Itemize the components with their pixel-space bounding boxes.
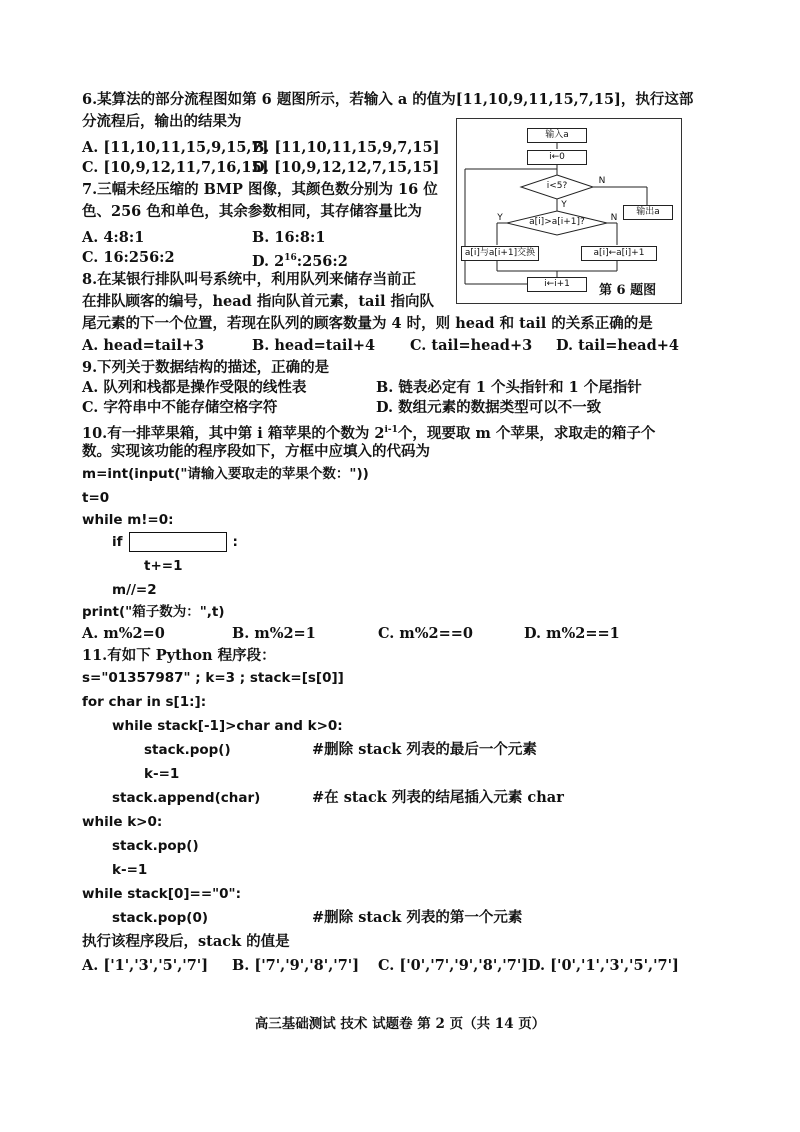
q11-code-comment2: #在 stack 列表的结尾插入元素 char bbox=[312, 789, 564, 806]
flowchart-output-box: 输出a bbox=[623, 205, 673, 220]
q6-stem-line2: 分流程后，输出的结果为 bbox=[82, 113, 242, 130]
q8-option-b: B. head=tail+4 bbox=[252, 337, 376, 354]
flowchart-input-box: 输入a bbox=[527, 128, 587, 143]
q7-option-a: A. 4:8:1 bbox=[82, 229, 145, 246]
flowchart-caption: 第 6 题图 bbox=[599, 283, 657, 298]
q10-answer-blank bbox=[129, 532, 227, 552]
q7-option-d: D. $2^{16}:256:2$ bbox=[252, 252, 348, 270]
q9-option-a: A. 队列和栈都是操作受限的线性表 bbox=[82, 379, 307, 396]
q7-option-c: C. 16:256:2 bbox=[82, 249, 175, 266]
flowchart-yes-label-2: Y bbox=[497, 213, 503, 223]
q8-stem-line2: 在排队顾客的编号，head 指向队首元素，tail 指向队 bbox=[82, 293, 435, 310]
q6-option-c: C. [10,9,12,11,7,16,15] bbox=[82, 159, 269, 176]
q11-option-c: C. ['0','7','9','8','7'] bbox=[378, 957, 529, 974]
q11-code-line3: while stack[-1]>char and k>0: bbox=[112, 718, 343, 734]
q11-option-d: D. ['0','1','3','5','7'] bbox=[528, 957, 679, 974]
q8-option-a: A. head=tail+3 bbox=[82, 337, 205, 354]
q11-code-line8: stack.pop() bbox=[112, 838, 199, 854]
q10-option-a: A. m%2=0 bbox=[82, 625, 165, 642]
q11-code-line1: s="01357987" ; k=3 ; stack=[s[0]] bbox=[82, 670, 344, 686]
flowchart-increment-box: a[i]←a[i]+1 bbox=[581, 246, 657, 261]
q11-code-line4: stack.pop() bbox=[144, 742, 231, 758]
q9-option-b: B. 链表必定有 1 个头指针和 1 个尾指针 bbox=[376, 379, 642, 396]
q10-stem-line2: 数。实现该功能的程序段如下，方框中应填入的代码为 bbox=[82, 443, 430, 460]
q6-option-d: D. [10,9,12,12,7,15,15] bbox=[252, 159, 440, 176]
q11-code-line9: k-=1 bbox=[112, 862, 148, 878]
q9-stem: 9.下列关于数据结构的描述，正确的是 bbox=[82, 359, 330, 376]
q10-option-b: B. m%2=1 bbox=[232, 625, 316, 642]
flowchart-step-box: i←i+1 bbox=[527, 277, 587, 292]
q7-stem-line2: 色、256 色和单色，其余参数相同，其存储容量比为 bbox=[82, 203, 422, 220]
q8-stem-line1: 8.在某银行排队叫号系统中，利用队列来储存当前正 bbox=[82, 271, 417, 288]
q8-option-d: D. tail=head+4 bbox=[556, 337, 679, 354]
q11-code-comment1: #删除 stack 列表的最后一个元素 bbox=[312, 741, 537, 758]
flowchart-no-label-2: N bbox=[610, 213, 618, 223]
q10-code-line3: while m!=0: bbox=[82, 512, 174, 528]
q11-stem: 11.有如下 Python 程序段： bbox=[82, 647, 276, 664]
flowchart-figure bbox=[456, 118, 682, 304]
page-footer: 高三基础测试 技术 试题卷 第 2 页（共 14 页） bbox=[254, 1016, 546, 1032]
flowchart-yes-label-1: Y bbox=[561, 200, 567, 210]
q10-code-line2: t=0 bbox=[82, 490, 110, 506]
q6-stem-line1: 6.某算法的部分流程图如第 6 题图所示，若输入 a 的值为[11,10,9,11,15,7,15]，执行这部 bbox=[82, 91, 694, 108]
q11-option-b: B. ['7','9','8','7'] bbox=[232, 957, 360, 974]
q7-option-b: B. 16:8:1 bbox=[252, 229, 326, 246]
q10-code-line6: m//=2 bbox=[112, 582, 157, 598]
q7-stem-line1: 7.三幅未经压缩的 BMP 图像，其颜色数分别为 16 位 bbox=[82, 181, 438, 198]
q10-code-line4: if : bbox=[112, 534, 238, 550]
q10-code-line1: m=int(input("请输入要取走的苹果个数：")) bbox=[82, 466, 369, 482]
flowchart-init-box: i←0 bbox=[527, 150, 587, 165]
q11-code-line6: stack.append(char) bbox=[112, 790, 261, 806]
q8-stem-line3: 尾元素的下一个位置，若现在队列的顾客数量为 4 时，则 head 和 tail 的关系正确的是 bbox=[82, 315, 653, 332]
flowchart-swap-box: a[i]与a[i+1]交换 bbox=[461, 246, 539, 261]
q11-code-line7: while k>0: bbox=[82, 814, 163, 830]
q11-code-line10: while stack[0]=="0": bbox=[82, 886, 241, 902]
q10-option-c: C. m%2==0 bbox=[378, 625, 473, 642]
q10-stem-line1: 10.有一排苹果箱，其中第 i 箱苹果的个数为 2$^{i-1}$个，现要取 m 个苹果，求取走的箱子个 bbox=[82, 424, 656, 442]
flowchart-no-label-1: N bbox=[598, 176, 606, 186]
q11-question: 执行该程序段后，stack 的值是 bbox=[82, 933, 290, 950]
q11-option-a: A. ['1','3','5','7'] bbox=[82, 957, 209, 974]
flowchart-loop-condition: i<5? bbox=[546, 181, 568, 191]
q10-code-line7: print("箱子数为：",t) bbox=[82, 604, 225, 620]
q9-option-d: D. 数组元素的数据类型可以不一致 bbox=[376, 399, 602, 416]
q9-option-c: C. 字符串中不能存储空格字符 bbox=[82, 399, 278, 416]
q11-code-comment3: #删除 stack 列表的第一个元素 bbox=[312, 909, 523, 926]
q6-option-b: B. [11,10,11,15,9,7,15] bbox=[252, 139, 440, 156]
q8-option-c: C. tail=head+3 bbox=[410, 337, 533, 354]
q10-code-line5: t+=1 bbox=[144, 558, 183, 574]
q11-code-line5: k-=1 bbox=[144, 766, 180, 782]
flowchart-compare-condition: a[i]>a[i+1]? bbox=[529, 217, 585, 227]
q10-option-d: D. m%2==1 bbox=[524, 625, 620, 642]
q11-code-line11: stack.pop(0) bbox=[112, 910, 209, 926]
q6-option-a: A. [11,10,11,15,9,15,7] bbox=[82, 139, 269, 156]
q11-code-line2: for char in s[1:]: bbox=[82, 694, 207, 710]
